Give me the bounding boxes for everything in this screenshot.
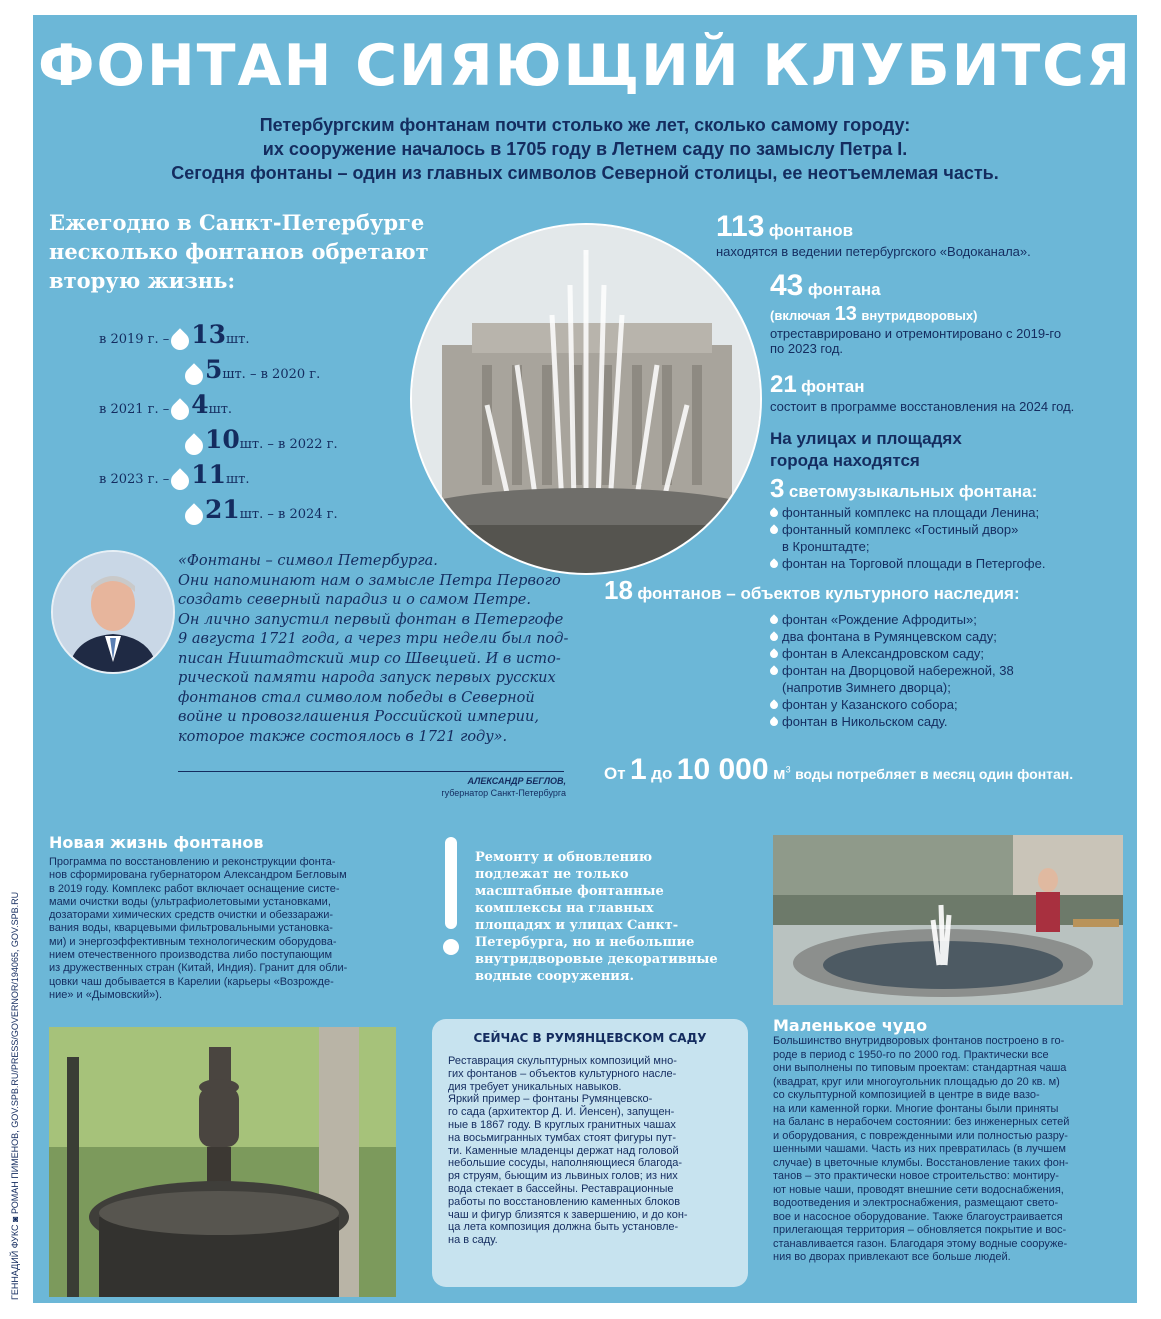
small-wonder-text: Большинство внутридворовых фонтанов построено в го- роде в период с 1950-го по 2000 год. Практически все они выполнены по типовым проектам: стандартная чаша (квадрат, круг или многоугольник площадью до 20 кв. м) со скульптурной композицией в центре в виде вазо- на или каменной горки. Многие фонтаны были приняты на баланс в нерабочем состоянии: без инженерных сетей и оборудования, с поврежденными или полностью разру- шенными чашами. Часть из них превратилась (в лучшем случае) в цветочные клумбы. Восстановление таких фон- танов – это практически новое строительство: монтиру- ют новые чаши, проводят внешние сети водоснабжения, водоотведения и электроснабжения, размещают свето- вое и насосное оборудование. Также благоустраивается прилегающая территория – обновляется покрытие и вос- станавливается газон. Благодаря этому водные сооруже- ния во дворах привлекают все больше людей.	[773, 1035, 1070, 1263]
year-row: 21шт. – в 2024 г.	[183, 495, 338, 524]
list-item: фонтан «Рождение Афродиты»;	[770, 611, 1130, 628]
small-wonder-heading: Маленькое чудо	[773, 1016, 928, 1035]
stat-43: 43 фонтана (включая 13 внутридворовых) отреставрировано и отремонтировано с 2019-го по 2023 год.	[770, 269, 1062, 356]
stat-21: 21 фонтан состоит в программе восстановления на 2024 год.	[770, 371, 1075, 414]
water-drop-icon	[768, 507, 779, 518]
list-item: фонтанный комплекс «Гостиный двор»	[770, 521, 1130, 538]
intro-line: Сегодня фонтаны – один из главных символов Северной столицы, ее неотъемлемая часть.	[171, 163, 999, 183]
water-drop-icon	[768, 631, 779, 642]
water-drop-icon	[768, 716, 779, 727]
governor-portrait	[51, 550, 175, 674]
year-row: 10шт. – в 2022 г.	[183, 425, 338, 454]
heritage-list	[770, 611, 1130, 730]
year-row: в 2023 г. – 11шт.	[99, 460, 249, 489]
list-item: фонтан на Дворцовой набережной, 38	[770, 662, 1130, 679]
water-drop-icon	[181, 503, 206, 528]
year-row: 5шт. – в 2020 г.	[183, 355, 320, 384]
rumyantsev-info-box	[432, 1019, 748, 1287]
water-drop-icon	[768, 558, 779, 569]
water-drop-icon	[768, 665, 779, 676]
rumyantsev-text: Реставрация скульптурных композиций мно- гих фонтанов – объектов культурного насле- дия требует уникальных навыков. Яркий пример – фонтаны Румянцевско- го сада (архитектор Д. И. Йенсен), запущен- ные в 1867 году. В круглых гранитных чашах на восьмигранных тумбах стоят фигуры пут- ти. Каменные младенцы держат над головой небольшие сосуды, наполняющиеся благода- ря струям, бьющим из львиных голов; из них вода стекает в бассейны. Реставрационные работы по восстановлению каменных блоков чаш и фигур близятся к завершению, и до кон- ца лета композиция должна быть установле- на в саду.	[448, 1055, 688, 1247]
list-item: фонтан на Торговой площади в Петергофе.	[770, 555, 1130, 572]
list-item: фонтанный комплекс на площади Ленина;	[770, 504, 1130, 521]
fountain-illustration	[412, 225, 760, 573]
water-drop-icon	[168, 328, 193, 353]
water-drop-icon	[768, 699, 779, 710]
water-drop-icon	[168, 468, 193, 493]
stat-113: 113 фонтанов находятся в ведении петербургского «Водоканала».	[716, 210, 1031, 259]
yearly-heading: Ежегодно в Санкт-Петербурге несколько фонтанов обретают вторую жизнь:	[49, 210, 429, 293]
page-title: ФОНТАН СИЯЮЩИЙ КЛУБИТСЯ	[37, 33, 1132, 99]
intro-line: Петербургским фонтанам почти столько же лет, сколько самому городу:	[259, 115, 911, 135]
fountain-photo	[410, 223, 762, 575]
water-drop-icon	[181, 433, 206, 458]
new-life-heading: Новая жизнь фонтанов	[49, 833, 264, 852]
list-item: фонтан в Александровском саду;	[770, 645, 1130, 662]
intro-text	[93, 113, 1077, 185]
quote-divider	[178, 771, 564, 772]
governor-quote: «Фонтаны – символ Петербурга. Они напоминают нам о замысле Петра Первого создать северный парадиз и о самом Петре. Он лично запустил первый фонтан в Петергофе 9 августа 1721 года, а через три недели был под- писан Ништадтский мир со Швецией. И в исто- рической памяти народа запуск первых русских фонтанов стал символом победы в Северной войне и провозглашения Российской империи, которое также состоялось в 1721 году».	[178, 553, 569, 745]
water-consumption: От 1 до 10 000 $м^3$ воды потребляет в месяц один фонтан.	[604, 753, 1074, 786]
infographic-panel	[33, 15, 1137, 1303]
year-row: в 2021 г. – 4шт.	[99, 390, 232, 419]
list-item: фонтан в Никольском саду.	[770, 713, 1130, 730]
list-item: в Кронштадте;	[782, 539, 870, 554]
list-item: (напротив Зимнего дворца);	[782, 680, 951, 695]
streets-heading: На улицах и площадях города находятся	[770, 429, 962, 470]
light-fountains: 3 светомузыкальных фонтана: фонтанный комплекс на площади Ленина; фонтанный комплекс «Гостиный двор» в Кронштадте; фонтан на Торговой площади в Петергофе.	[770, 473, 1130, 572]
water-drop-icon	[768, 614, 779, 625]
water-drop-icon	[181, 363, 206, 388]
water-drop-icon	[768, 524, 779, 535]
portrait-image	[53, 552, 173, 672]
heritage-heading: 18 фонтанов – объектов культурного наследия:	[604, 575, 1020, 605]
water-drop-icon	[768, 648, 779, 659]
repair-note: Ремонту и обновлению подлежат не только масштабные фонтанные комплексы на главных площадях и улицах Санкт- Петербурга, но и небольшие внутридворовые декоративные водные сооружения.	[475, 850, 718, 984]
rumyantsev-fountain-photo	[49, 1027, 396, 1297]
list-item: фонтан у Казанского собора;	[770, 696, 1130, 713]
intro-line: их сооружение началось в 1705 году в Летнем саду по замыслу Петра I.	[262, 139, 908, 159]
rumyantsev-heading: СЕЙЧАС В РУМЯНЦЕВСКОМ САДУ	[473, 1031, 707, 1045]
courtyard-fountain-photo	[773, 835, 1123, 1005]
year-row: в 2019 г. – 13шт.	[99, 320, 249, 349]
photo-credit: ГЕННАДИЙ ФУКС ◙ РОМАН ПИМЕНОВ, GOV.SPB.RU/PRESS/GOVERNOR/194065, GOV.SPB.RU	[10, 891, 20, 1300]
quote-author: АЛЕКСАНДР БЕГЛОВ, губернатор Санкт-Петербурга	[441, 776, 566, 798]
water-drop-icon	[168, 398, 193, 423]
exclamation-icon	[441, 837, 461, 957]
new-life-text: Программа по восстановлению и реконструкции фонта- нов сформирована губернатором Александром Бегловым в 2019 году. Комплекс работ включает оснащение систе- мами очистки воды (ультрафиолетовыми установками, дозаторами химических средств очистки и обеззаражи- вания воды, кварцевыми фильтровальными установка- ми) и энергоэффективным технологическим оборудова- нием отечественного производства либо поступающим из дружественных стран (Китай, Индия). Гранит для обли- цовки чаш добывается в Карелии (карьеры «Возрожде- ние» и «Дымовский»).	[49, 856, 348, 1001]
list-item: два фонтана в Румянцевском саду;	[770, 628, 1130, 645]
